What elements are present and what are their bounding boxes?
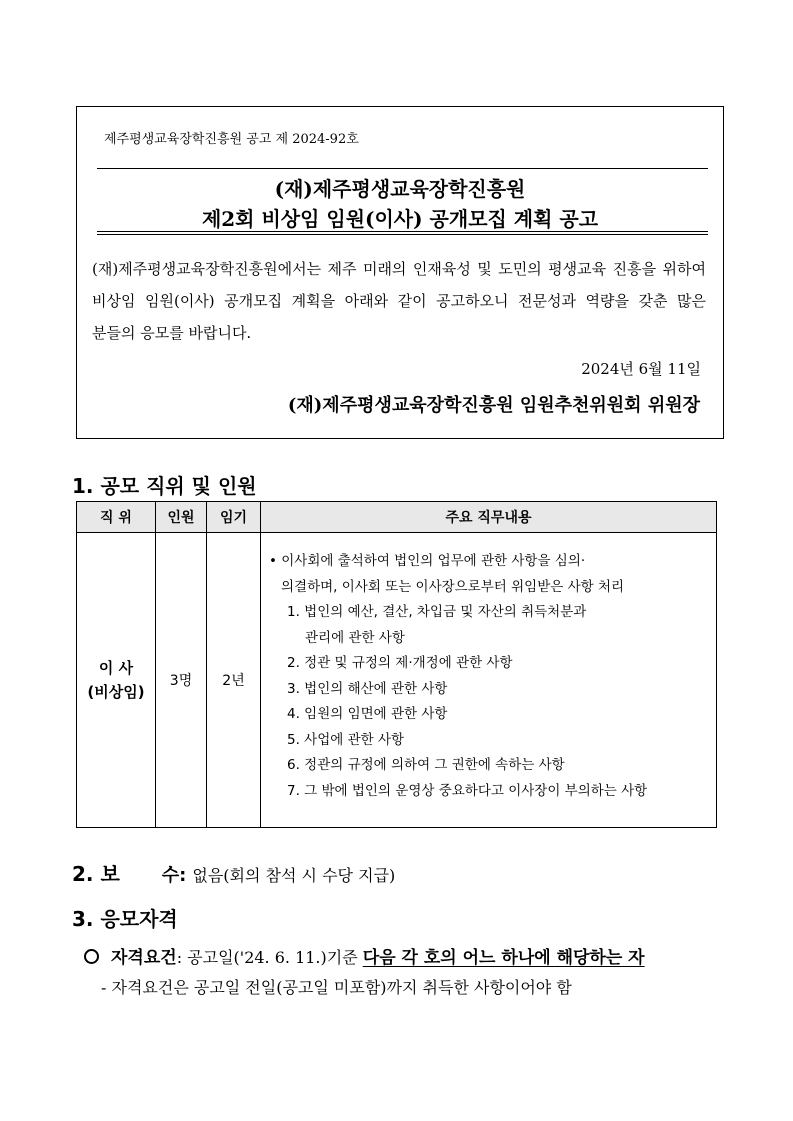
header-term: 임기	[207, 502, 261, 533]
table-header-row	[77, 502, 717, 533]
notice-signer: (재)제주평생교육장학진흥원 임원추천위원회 위원장	[287, 395, 700, 416]
position-cell	[77, 533, 156, 828]
requirement-label: 자격요건	[111, 948, 177, 968]
duty-item: 의결하며, 이사회 또는 이사장으로부터 위임받은 사항 처리	[281, 578, 625, 595]
section2	[72, 858, 395, 887]
notice-title-line1: (재)제주평생교육장학진흥원	[274, 177, 526, 201]
section2-heading: 2. 보	[72, 862, 120, 886]
duty-item: 1. 법인의 예산, 결산, 차입금 및 자산의 취득처분과	[287, 604, 587, 620]
requirement-text: : 공고일('24. 6. 11.)기준	[176, 948, 363, 967]
requirement-emphasis: 다음 각 호의 어느 하나에 해당하는 자	[362, 948, 645, 968]
table-row	[77, 533, 717, 828]
duty-item: 2. 정관 및 규정의 제·개정에 관한 사항	[287, 655, 513, 671]
notice-date: 2024년 6월 11일	[581, 360, 701, 378]
duty-table	[76, 501, 717, 828]
requirement-sub: - 자격요건은 공고일 전일(공고일 미포함)까지 취득한 사항이어야 함	[101, 978, 572, 997]
notice-number: 제주평생교육장학진흥원 공고 제 2024-92호	[104, 132, 359, 147]
circle-bullet-icon	[84, 949, 99, 964]
duty-item: 7. 그 밖에 법인의 운영상 중요하다고 이사장이 부의하는 사항	[287, 782, 648, 799]
position-name: 이 사	[98, 659, 134, 677]
duty-item: 6. 정관의 규정에 의하여 그 권한에 속하는 사항	[287, 757, 565, 773]
duties-cell	[261, 533, 717, 828]
header-count: 인원	[156, 502, 207, 533]
notice-title-line2: 제2회 비상임 임원(이사) 공개모집 계획 공고	[201, 207, 599, 231]
divider	[97, 234, 708, 235]
section1-heading: 1. 공모 직위 및 인원	[72, 474, 257, 498]
count-cell: 3명	[156, 533, 207, 828]
duty-item: 관리에 관한 사항	[305, 629, 405, 646]
requirement-line	[84, 943, 645, 968]
duty-item: 3. 법인의 해산에 관한 사항	[287, 680, 448, 697]
header-position: 직 위	[77, 502, 156, 533]
divider	[97, 231, 708, 232]
section2-value: 없음(회의 참석 시 수당 지급)	[192, 866, 396, 885]
section2-label: 수:	[161, 865, 187, 886]
duty-item: • 이사회에 출석하여 법인의 업무에 관한 사항을 심의·	[269, 553, 586, 569]
header-duties: 주요 직무내용	[261, 502, 717, 533]
section3-heading: 3. 응모자격	[72, 907, 178, 931]
duty-item: 5. 사업에 관한 사항	[287, 731, 405, 748]
duty-item: 4. 임원의 임면에 관한 사항	[287, 706, 448, 722]
divider	[97, 168, 708, 169]
notice-body: (재)제주평생교육장학진흥원에서는 제주 미래의 인재육성 및 도민의 평생교육 진흥을 위하여 비상임 임원(이사) 공개모집 계획을 아래와 같이 공고하오니 전문성과 역량을 갖춘 많은 분들의 응모를 바랍니다.	[92, 260, 706, 342]
term-cell: 2년	[207, 533, 261, 828]
position-type: (비상임)	[87, 683, 145, 701]
